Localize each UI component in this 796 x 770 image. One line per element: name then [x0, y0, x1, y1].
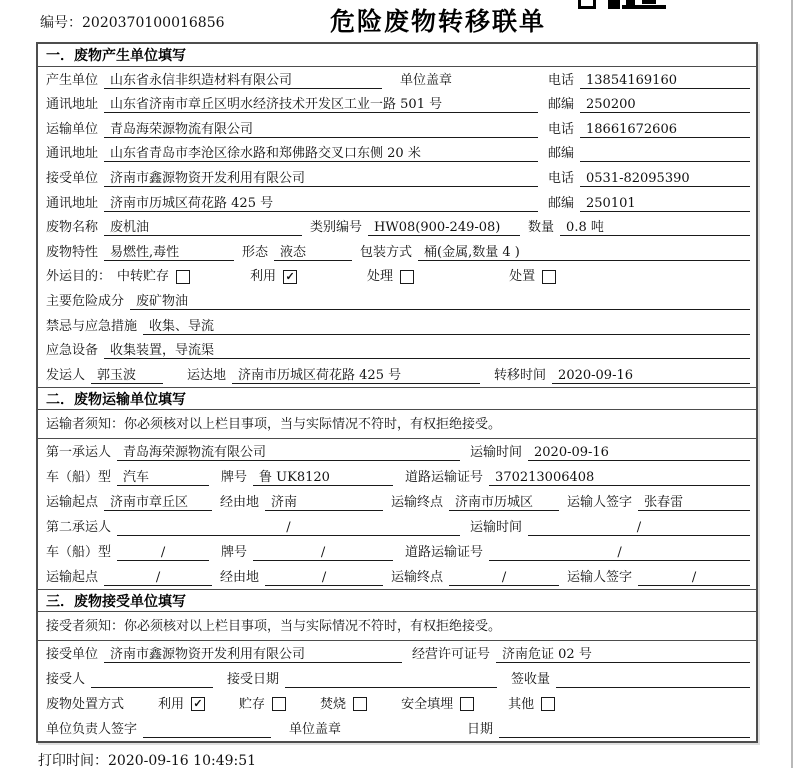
shipper-label: 发运人: [46, 367, 86, 383]
checkbox-utilize: [283, 270, 297, 284]
destination-value: 济南市历城区荷花路 425 号: [232, 367, 480, 384]
qr-block: [642, 0, 656, 4]
section3-header: 三．废物接受单位填写: [38, 589, 756, 612]
via-value: /: [265, 569, 383, 586]
disposal-label: 废物处置方式: [46, 696, 125, 712]
via-label: 经由地: [220, 569, 260, 585]
zip-value: [580, 145, 750, 162]
road-permit-label: 道路运输证号: [405, 469, 484, 485]
plate-value: /: [253, 544, 393, 561]
transfer-time-label: 转移时间: [494, 367, 547, 383]
purpose-option-transit-storage: [117, 268, 190, 285]
disposal-option-storage: [239, 696, 286, 713]
transporter-notice: 运输者须知：你必须核对以上栏目事项，当与实际情况不符时，有权拒绝接受。: [38, 410, 756, 439]
via-value: 济南: [265, 494, 383, 511]
qr-code-fragment: [578, 0, 668, 10]
zip-label: 邮编: [547, 146, 574, 162]
receiver-label: 接受单位: [46, 170, 99, 186]
packing-label: 包装方式: [360, 244, 413, 260]
disposal-option-utilize: [158, 696, 205, 713]
carrier-sign-value: 张春雷: [638, 494, 750, 511]
carrier-sign-label: 运输人签字: [567, 494, 633, 510]
checkbox-treat: [400, 270, 414, 284]
accept-date-label: 接受日期: [227, 671, 280, 687]
row-route-2: [38, 564, 756, 589]
characteristics-value: 易燃性,毒性: [104, 244, 234, 261]
row-producer-address: [38, 92, 756, 117]
carrier-value: 青岛海荣源物流有限公司: [117, 444, 460, 461]
responsible-sign-label: 单位负责人签字: [46, 721, 138, 737]
phone-value: 18661672606: [580, 121, 750, 138]
zip-label: 邮编: [547, 195, 574, 211]
origin-value: /: [104, 569, 212, 586]
option-label: 中转贮存: [117, 269, 170, 285]
row-accept-unit: [38, 641, 756, 666]
transporter-value: 青岛海荣源物流有限公司: [104, 121, 538, 138]
row-transporter: [38, 116, 756, 141]
transfer-time-value: 2020-09-16: [552, 367, 750, 384]
qr-block: [622, 5, 666, 9]
row-shipper: [38, 362, 756, 387]
disposal-option-incinerate: [320, 696, 367, 713]
row-waste-name: [38, 215, 756, 240]
hazard-value: 废矿物油: [130, 293, 750, 310]
purpose-option-utilize: [250, 268, 297, 285]
road-permit-value: /: [489, 544, 750, 561]
phone-value: 0531-82095390: [580, 170, 750, 187]
print-time: [38, 750, 256, 770]
checkbox-incinerate: [353, 697, 367, 711]
category-value: HW08(900-249-08): [368, 219, 520, 236]
purpose-option-treat: [367, 268, 414, 285]
waste-name-value: 废机油: [104, 219, 302, 236]
disposal-option-landfill: [401, 696, 474, 713]
row-vehicle-1: [38, 464, 756, 489]
plate-label: 牌号: [221, 469, 248, 485]
address-value: 山东省青岛市李沧区徐水路和郑佛路交叉口东侧 20 米: [104, 145, 538, 162]
phone-label: 电话: [547, 72, 574, 88]
row-vehicle-2: [38, 539, 756, 564]
zip-value: 250200: [580, 96, 750, 113]
address-value: 济南市历城区荷花路 425 号: [104, 195, 538, 212]
qr-finder-icon: [578, 0, 596, 9]
hazard-label: 主要危险成分: [46, 293, 125, 309]
received-qty-label: 签收量: [511, 671, 551, 687]
vehicle-type-value: 汽车: [117, 469, 209, 486]
taboo-value: 收集、导流: [143, 318, 750, 335]
address-label: 通讯地址: [46, 97, 99, 113]
address-label: 通讯地址: [46, 195, 99, 211]
via-label: 经由地: [220, 494, 260, 510]
form-value: 液态: [274, 244, 352, 261]
disposal-option-other: [508, 696, 555, 713]
row-disposal-method: [38, 691, 756, 716]
equipment-value: 收集装置，导流渠: [104, 342, 750, 359]
row-hazard-components: [38, 288, 756, 313]
doc-number-label: 编号：: [40, 15, 82, 31]
carrier-sign-value: /: [638, 569, 750, 586]
option-label: 利用: [158, 696, 185, 712]
checkbox-storage: [272, 697, 286, 711]
option-label: 利用: [250, 269, 277, 285]
taboo-label: 禁忌与应急措施: [46, 318, 138, 334]
phone-label: 电话: [547, 170, 574, 186]
terminus-value: 济南市历城区: [449, 494, 559, 511]
plate-value: 鲁 UK8120: [253, 469, 393, 486]
accept-unit-label: 接受单位: [46, 646, 99, 662]
form-label: 形态: [242, 244, 269, 260]
transport-time-value: 2020-09-16: [528, 444, 750, 461]
row-receiver: [38, 165, 756, 190]
row-transporter-address: [38, 141, 756, 166]
transport-time-label: 运输时间: [469, 519, 522, 535]
section1-header: 一．废物产生单位填写: [38, 44, 756, 67]
vehicle-type-label: 车（船）型: [46, 469, 112, 485]
origin-label: 运输起点: [46, 494, 99, 510]
origin-value: 济南市章丘区: [104, 494, 212, 511]
quantity-value: 0.8 吨: [560, 219, 750, 236]
terminus-label: 运输终点: [391, 569, 444, 585]
checkbox-other: [541, 697, 555, 711]
waste-name-label: 废物名称: [46, 220, 99, 236]
option-label: 安全填埋: [401, 696, 454, 712]
purpose-option-dispose: [509, 268, 556, 285]
zip-label: 邮编: [547, 97, 574, 113]
receiver-value: 济南市鑫源物资开发利用有限公司: [104, 170, 538, 187]
option-label: 处理: [367, 269, 394, 285]
category-label: 类别编号: [310, 220, 363, 236]
purpose-label: 外运目的：: [46, 269, 112, 285]
page-title: 危险废物转移联单: [330, 8, 547, 36]
producer-label: 产生单位: [46, 72, 99, 88]
transporter-label: 运输单位: [46, 121, 99, 137]
carrier-label: 第二承运人: [46, 519, 112, 535]
row-responsible-sign: [38, 716, 756, 741]
date-label: 日期: [467, 721, 494, 737]
row-producer: [38, 67, 756, 92]
row-taboo-measures: [38, 313, 756, 338]
road-permit-value: 370213006408: [489, 469, 750, 486]
received-qty-value: [556, 671, 750, 688]
option-label: 焚烧: [320, 696, 347, 712]
print-time-value: 2020-09-16 10:49:51: [108, 753, 257, 769]
row-acceptor: [38, 666, 756, 691]
carrier-value: /: [117, 519, 460, 536]
license-value: 济南危证 02 号: [496, 646, 750, 663]
row-transfer-purpose: [38, 264, 756, 289]
terminus-value: /: [449, 569, 559, 586]
waste-transfer-form: [36, 42, 758, 743]
row-waste-characteristics: [38, 239, 756, 264]
row-first-carrier: [38, 439, 756, 464]
plate-label: 牌号: [221, 544, 248, 560]
date-value: [499, 721, 750, 738]
road-permit-label: 道路运输证号: [405, 544, 484, 560]
qr-block: [608, 0, 620, 9]
carrier-label: 第一承运人: [46, 444, 112, 460]
packing-value: 桶(金属,数量 4 ): [418, 244, 750, 261]
checkbox-dispose: [542, 270, 556, 284]
row-route-1: [38, 489, 756, 514]
transport-time-value: /: [528, 519, 750, 536]
address-value: 山东省济南市章丘区明水经济技术开发区工业一路 501 号: [104, 96, 538, 113]
characteristics-label: 废物特性: [46, 244, 99, 260]
unit-seal-label: 单位盖章: [289, 721, 342, 737]
terminus-label: 运输终点: [391, 494, 444, 510]
accept-date-value: [285, 671, 497, 688]
accept-unit-value: 济南市鑫源物资开发利用有限公司: [104, 646, 402, 663]
responsible-sign-value: [143, 721, 271, 738]
section-transporter: [38, 387, 756, 589]
transport-time-label: 运输时间: [469, 444, 522, 460]
shipper-value: 郭玉波: [91, 367, 163, 384]
unit-seal-label: 单位盖章: [400, 72, 453, 88]
section2-header: 二．废物运输单位填写: [38, 387, 756, 410]
checkbox-transit-storage: [176, 270, 190, 284]
acceptor-label: 接受人: [46, 671, 86, 687]
phone-value: 13854169160: [580, 72, 750, 89]
doc-number: [40, 12, 225, 32]
vehicle-type-value: /: [117, 544, 209, 561]
option-label: 处置: [509, 269, 536, 285]
vehicle-type-label: 车（船）型: [46, 544, 112, 560]
phone-label: 电话: [547, 121, 574, 137]
license-label: 经营许可证号: [412, 646, 491, 662]
doc-number-value: 2020370100016856: [82, 15, 225, 31]
producer-value: 山东省永信非织造材料有限公司: [104, 72, 382, 89]
checkbox-landfill: [460, 697, 474, 711]
origin-label: 运输起点: [46, 569, 99, 585]
section-receiver: [38, 589, 756, 741]
row-emergency-equipment: [38, 338, 756, 363]
row-second-carrier: [38, 514, 756, 539]
checkbox-utilize: [191, 697, 205, 711]
address-label: 通讯地址: [46, 146, 99, 162]
zip-value: 250101: [580, 195, 750, 212]
equipment-label: 应急设备: [46, 343, 99, 359]
viewer-page-edge: [791, 0, 793, 768]
carrier-sign-label: 运输人签字: [567, 569, 633, 585]
receiver-notice: 接受者须知：你必须核对以上栏目事项，当与实际情况不符时，有权拒绝接受。: [38, 612, 756, 641]
quantity-label: 数量: [528, 220, 555, 236]
destination-label: 运达地: [187, 367, 227, 383]
acceptor-value: [91, 671, 213, 688]
row-receiver-address: [38, 190, 756, 215]
print-time-label: 打印时间：: [38, 753, 108, 769]
section-producer: [38, 44, 756, 387]
option-label: 其他: [508, 696, 535, 712]
option-label: 贮存: [239, 696, 266, 712]
